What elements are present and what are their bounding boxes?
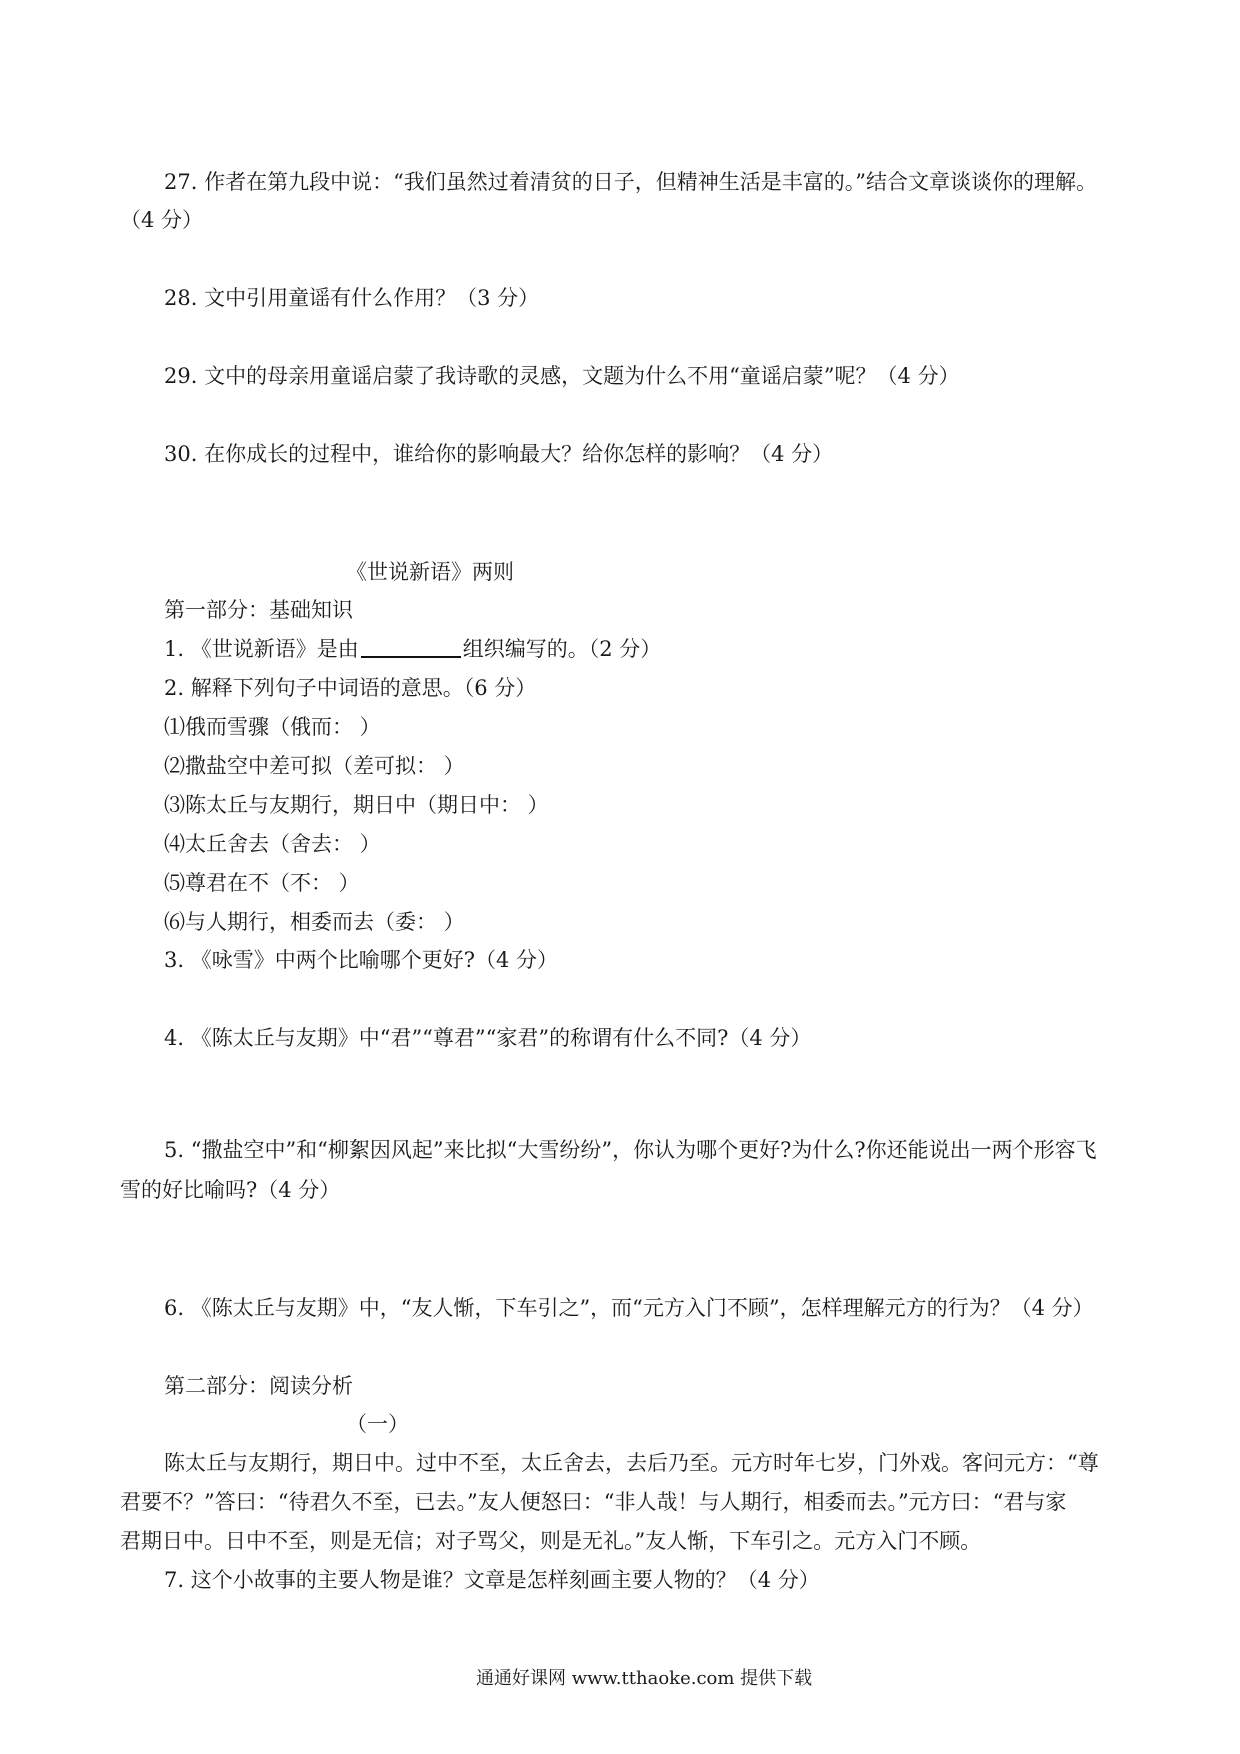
footer: 通通好课网 www.tthaoke.com 提供下载 [476, 1668, 813, 1689]
sub-heading: （一） [346, 1412, 409, 1436]
q2: 2. 解释下列句子中词语的意思。（6 分） [164, 676, 537, 700]
q3: 3. 《咏雪》中两个比喻哪个更好?（4 分） [164, 948, 559, 972]
q1 [164, 638, 661, 660]
q27-line1: 27. 作者在第九段中说：“我们虽然过着清贫的日子，但精神生活是丰富的。”结合文章谈谈你的理解。 [164, 170, 1098, 194]
q6: 6. 《陈太丘与友期》中，“友人惭，下车引之”，而“元方入门不顾”，怎样理解元方的行为？（4 分） [164, 1296, 1094, 1320]
q7: 7. 这个小故事的主要人物是谁？文章是怎样刻画主要人物的？（4 分） [164, 1568, 820, 1592]
q28: 28. 文中引用童谣有什么作用？（3 分） [164, 286, 540, 310]
q2-item-6: ⑹与人期行，相委而去（委： ） [164, 910, 465, 934]
q27-line2: （4 分） [120, 208, 204, 232]
q29: 29. 文中的母亲用童谣启蒙了我诗歌的灵感，文题为什么不用“童谣启蒙”呢？（4 分） [164, 364, 960, 388]
passage-line2: 君要不？”答曰：“待君久不至，已去。”友人便怒曰：“非人哉！与人期行，相委而去。”元方曰：“君与家 [120, 1490, 1067, 1514]
q2-item-1: ⑴俄而雪骤（俄而： ） [164, 715, 381, 739]
q4: 4. 《陈太丘与友期》中“君”“尊君”“家君”的称谓有什么不同?（4 分） [164, 1026, 812, 1050]
part2-heading: 第二部分：阅读分析 [164, 1374, 353, 1398]
part1-heading: 第一部分：基础知识 [164, 598, 353, 622]
q1-after: 组织编写的。（2 分） [462, 637, 662, 661]
q5-line2: 雪的好比喻吗?（4 分） [120, 1178, 341, 1202]
section-title: 《世说新语》两则 [346, 560, 514, 584]
q2-item-3: ⑶陈太丘与友期行，期日中（期日中： ） [164, 793, 549, 817]
q2-item-5: ⑸尊君在不（不： ） [164, 871, 360, 895]
q1-before: 1. 《世说新语》是由 [164, 637, 359, 661]
q2-item-4: ⑷太丘舍去（舍去： ） [164, 832, 381, 856]
passage-line1: 陈太丘与友期行，期日中。过中不至，太丘舍去，去后乃至。元方时年七岁，门外戏。客问元方：“尊 [164, 1451, 1099, 1475]
q30: 30. 在你成长的过程中，谁给你的影响最大？给你怎样的影响？（4 分） [164, 442, 834, 466]
passage-line3: 君期日中。日中不至，则是无信；对子骂父，则是无礼。”友人惭，下车引之。元方入门不顾。 [120, 1529, 982, 1553]
q5-line1: 5. “撒盐空中”和“柳絮因风起”来比拟“大雪纷纷”，你认为哪个更好?为什么?你还能说出一两个形容飞 [164, 1138, 1097, 1162]
q1-blank [361, 638, 461, 658]
q2-item-2: ⑵撒盐空中差可拟（差可拟： ） [164, 754, 465, 778]
